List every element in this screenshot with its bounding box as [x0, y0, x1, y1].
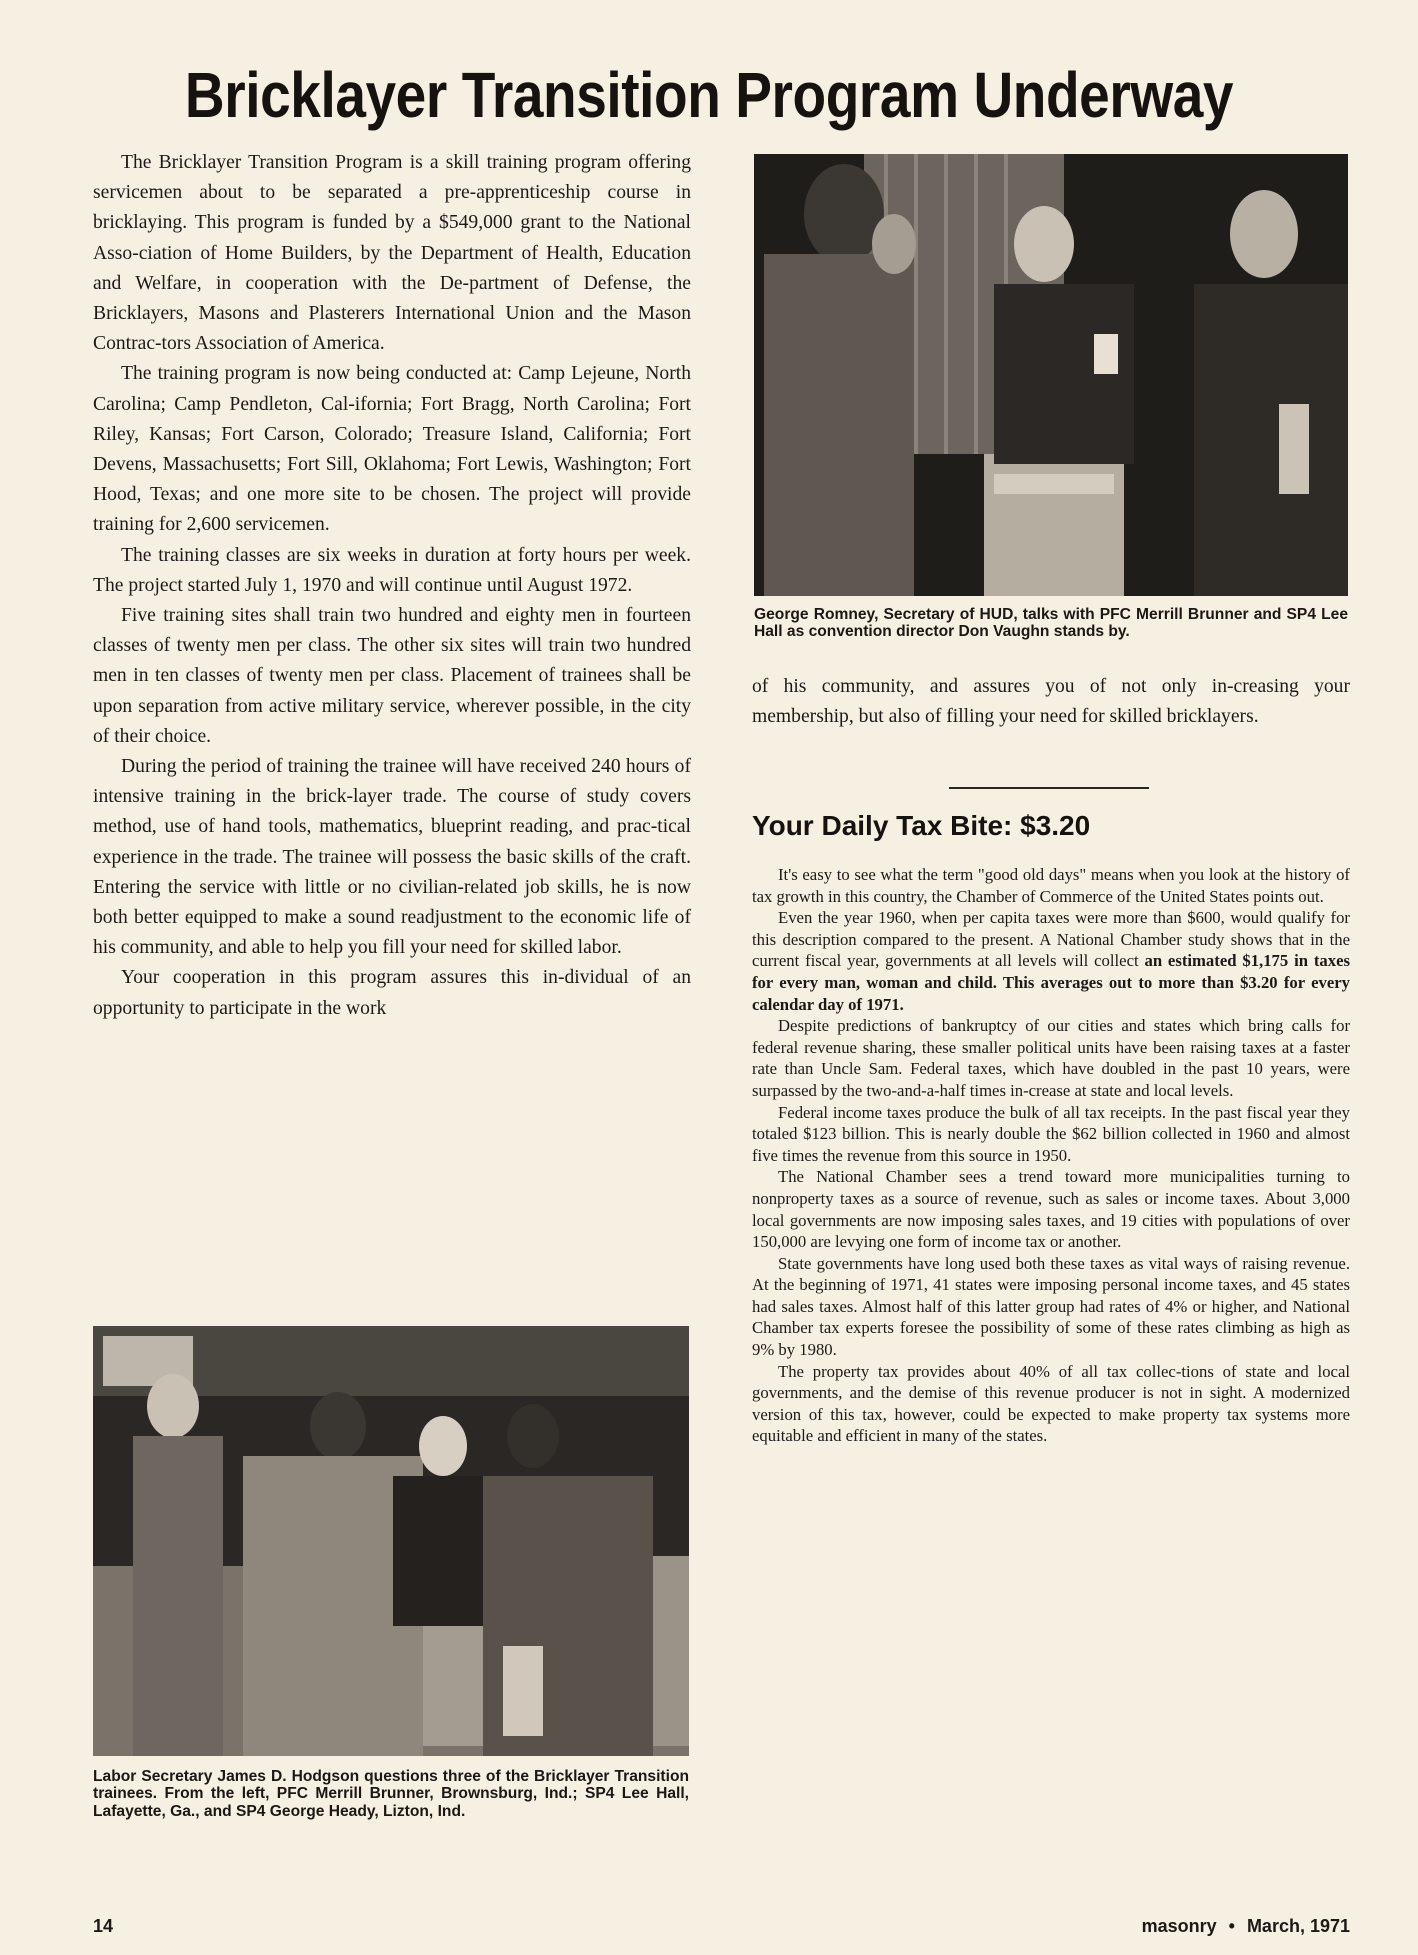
issue-date: March, 1971: [1246, 1916, 1350, 1936]
tax-paragraph: State governments have long used both these taxes as vital ways of raising revenue. At the beginning of 1971, 41 states were imposing personal income taxes, and 45 states had sales taxes. Almost half of this latter group had rates of 4% or higher, and National Chamber tax experts foresee the possibility of some of these rates climbing as high as 9% by 1980.: [752, 1253, 1350, 1360]
tax-paragraph: Federal income taxes produce the bulk of all tax receipts. In the past fiscal year they totaled $123 billion. This is nearly double the $62 billion collected in 1960 and almost five times the revenue from this source in 1950.: [752, 1102, 1350, 1165]
tax-paragraph: [752, 907, 1350, 1015]
tax-paragraph-bold-text: an estimated $1,175 in taxes for every man, woman and child. This averages out to more than $3.20 for every calendar day of 1971.: [752, 951, 1350, 1014]
tax-paragraph: The National Chamber sees a trend toward more municipalities turning to nonproperty taxes as a source of revenue, such as sales or income taxes. About 3,000 local governments are now imposing sales taxes, and 19 cities with populations of over 150,000 are levying one form of income tax or another.: [752, 1167, 1350, 1252]
tax-paragraph: The property tax provides about 40% of all tax collec-tions of state and local governments, and the demise of this revenue producer is not in sight. A modernized version of this tax, however, could be expected to make property tax systems more equitable and efficient in many of the states.: [752, 1361, 1350, 1446]
article-paragraph: The Bricklayer Transition Program is a skill training program offering servicemen about to be separated a pre-apprenticeship course in bricklaying. This program is funded by a $549,000 grant to the National Asso-ciation of Home Builders, by the Department of Health, Education and Welfare, in cooperation with the De-partment of Defense, the Bricklayers, Masons and Plasterers International Union and the Mason Contrac-tors Association of America.: [93, 152, 691, 355]
tax-paragraph-text: Even the year 1960, when per capita taxes were more than $600, would qualify for this description compared to the present. A National Chamber study shows that in the current fiscal year, governments at all levels will collect: [752, 908, 1350, 971]
photo-hodgson-trainees-image: [93, 1326, 689, 1756]
tax-article-text: [752, 864, 1350, 1447]
right-column-continuation: [752, 672, 1350, 732]
article-paragraph: Your cooperation in this program assures this in-dividual of an opportunity to participate in the work: [93, 967, 691, 1019]
left-column-text: [93, 148, 691, 1024]
article-paragraph: The training classes are six weeks in duration at forty hours per week. The project started July 1, 1970 and will continue until August 1972.: [93, 544, 691, 596]
section-divider: [949, 787, 1149, 789]
photo-hodgson-trainees: [93, 1326, 689, 1756]
article-paragraph: Five training sites shall train two hundred and eighty men in fourteen classes of twenty men per class. The other six sites will train two hundred men in ten classes of twenty men per class. Placement of trainees shall be upon separation from active military service, wherever possible, in the city of their choice.: [93, 605, 691, 747]
article-paragraph: The training program is now being conducted at: Camp Lejeune, North Carolina; Camp Pendleton, Cal-ifornia; Fort Bragg, North Carolina; Fort Riley, Kansas; Fort Carson, Colorado; Treasure Island, California; Fort Devens, Massachusetts; Fort Sill, Oklahoma; Fort Lewis, Washington; Fort Hood, Texas; and one more site to be chosen. The project will provide training for 2,600 servicemen.: [93, 363, 691, 536]
footer-separator: •: [1228, 1916, 1235, 1936]
article-paragraph: During the period of training the trainee will have received 240 hours of intensive training in the brick-layer trade. The course of study covers method, use of hand tools, mathematics, blueprint reading, and prac-tical experience in the trade. The trainee will possess the basic skills of the craft. Entering the service with little or no civilian-related job skills, he is now both better equipped to make a sound readjustment to the economic life of his community, and able to help you fill your need for skilled labor.: [93, 756, 691, 959]
photo-right-caption: George Romney, Secretary of HUD, talks with PFC Merrill Brunner and SP4 Lee Hall as convention director Don Vaughn stands by.: [754, 606, 1348, 641]
photo-left-caption: Labor Secretary James D. Hodgson questions three of the Bricklayer Transition trainees. From the left, PFC Merrill Brunner, Brownsburg, Ind.; SP4 Lee Hall, Lafayette, Ga., and SP4 George Heady, Lizton, Ind.: [93, 1768, 689, 1820]
page-number: 14: [93, 1916, 114, 1936]
tax-paragraph: Despite predictions of bankruptcy of our cities and states which bring calls for federal revenue sharing, these smaller political units have been raising taxes at a faster rate than Uncle Sam. Federal taxes, which have doubled in the past 10 years, were surpassed by the two-and-a-half times in-crease at state and local levels.: [752, 1016, 1350, 1100]
tax-paragraph: It's easy to see what the term "good old days" means when you look at the history of tax growth in this country, the Chamber of Commerce of the United States points out.: [752, 865, 1350, 906]
publication-name: masonry: [1141, 1916, 1217, 1936]
article-headline: Bricklayer Transition Program Underway: [184, 59, 1234, 131]
photo-romney-convention: [754, 154, 1348, 596]
photo-romney-convention-image: [754, 154, 1348, 596]
publication-footer: [1142, 1916, 1350, 1937]
tax-article-headline: Your Daily Tax Bite: $3.20: [752, 810, 1091, 841]
article-continuation: of his community, and assures you of not only in-creasing your membership, but also of filling your need for skilled bricklayers.: [752, 676, 1350, 728]
